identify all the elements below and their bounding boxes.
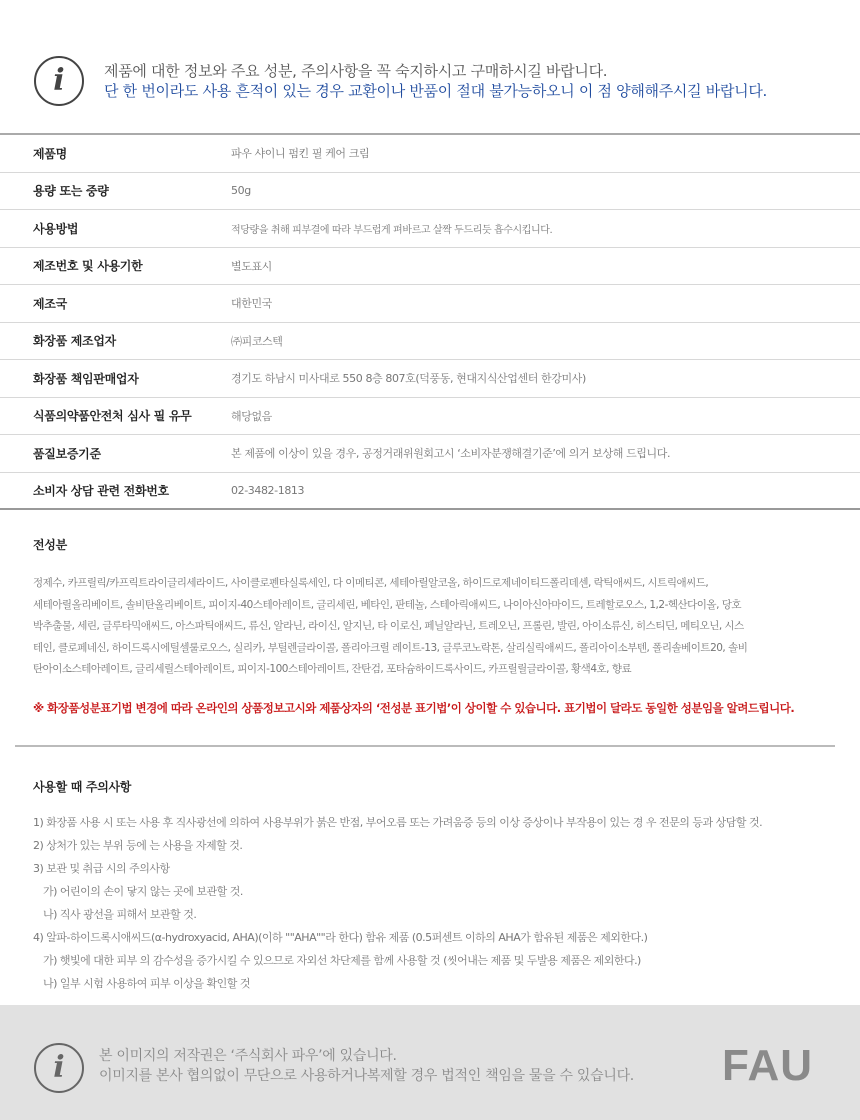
spec-key: 화장품 책임판매업자 bbox=[33, 371, 139, 386]
spec-value: 본 제품에 이상이 있을 경우, 공정거래위원회고시 ‘소비자분쟁해결기준’에 의거 보상해 드립니다. bbox=[231, 447, 671, 461]
caution-item: 4) 알파-하이드록시애씨드(α-hydroxyacid, AHA)(이하 ""AHA""라 한다) 함유 제품 (0.5퍼센트 이하의 AHA가 함유된 제품은 제외한다.) bbox=[33, 931, 648, 944]
caution-item: 1) 화장품 사용 시 또는 사용 후 직사광선에 의하여 사용부위가 붉은 반점, 부어오름 또는 가려움증 등의 이상 증상이나 부작용이 있는 경 우 전문의 등과 상담할 것. bbox=[33, 816, 763, 829]
spec-row bbox=[0, 435, 860, 473]
caution-item: 가) 어린이의 손이 닿지 않는 곳에 보관할 것. bbox=[43, 885, 243, 898]
caution-section bbox=[33, 778, 833, 995]
spec-value: 파우 샤이니 펌킨 필 케어 크림 bbox=[231, 147, 370, 161]
spec-value: 적당량을 취해 피부결에 따라 부드럽게 펴바르고 살짝 두드리듯 흡수시킵니다. bbox=[231, 224, 553, 236]
notice-header bbox=[0, 0, 860, 133]
info-icon: i bbox=[34, 56, 84, 106]
spec-key: 소비자 상담 관련 전화번호 bbox=[33, 483, 169, 498]
spec-key: 제품명 bbox=[33, 146, 67, 161]
spec-key: 사용방법 bbox=[33, 221, 79, 236]
spec-value: 별도표시 bbox=[231, 259, 272, 273]
ingredients-list bbox=[33, 573, 833, 681]
ingredients-line: 박추출물, 세린, 글루타믹애씨드, 아스파틱애씨드, 류신, 알라닌, 라이신, 알지닌, 타 이로신, 페닐알라닌, 트레오닌, 프롤린, 발린, 아이소류신, 히스티딘, 메티오닌, 시스 bbox=[33, 620, 744, 632]
ingredients-line: 세테아릴올리베이트, 솔비탄올리베이트, 피이지-40스테아레이트, 글리세린, 베타인, 판테놀, 스테아릭애씨드, 나이아신아마이드, 트레할로오스, 1,2-헥산다이올, 당호 bbox=[33, 598, 742, 611]
spec-key: 화장품 제조업자 bbox=[33, 334, 116, 349]
spec-row bbox=[0, 360, 860, 398]
ingredients-title: 전성분 bbox=[33, 538, 67, 552]
caution-title: 사용할 때 주의사항 bbox=[33, 780, 132, 794]
caution-list bbox=[33, 811, 833, 995]
caution-item: 3) 보관 및 취급 시의 주의사항 bbox=[33, 862, 170, 875]
brand-logo: FAU bbox=[722, 1041, 813, 1090]
notice-line-2: 단 한 번이라도 사용 흔적이 있는 경우 교환이나 반품이 절대 불가능하오니 이 점 양해해주시길 바랍니다. bbox=[104, 82, 768, 100]
spec-row bbox=[0, 323, 860, 361]
copyright-line-1: 본 이미지의 저작권은 ‘주식회사 파우’에 있습니다. bbox=[99, 1048, 397, 1064]
ingredients-section bbox=[33, 536, 833, 681]
spec-key: 식품의약품안전처 심사 필 유무 bbox=[33, 409, 192, 424]
notice-line-1: 제품에 대한 정보와 주요 성분, 주의사항을 꼭 숙지하시고 구매하시길 바랍니다. bbox=[104, 62, 608, 80]
product-spec-table bbox=[0, 133, 860, 510]
copyright-line-2: 이미지를 본사 협의없이 무단으로 사용하거나복제할 경우 법적인 책임을 물을 수 있습니다. bbox=[99, 1068, 634, 1084]
caution-item: 2) 상처가 있는 부위 등에 는 사용을 자제할 것. bbox=[33, 839, 243, 852]
spec-row bbox=[0, 173, 860, 211]
spec-value: 02-3482-1813 bbox=[231, 483, 305, 497]
info-icon: i bbox=[34, 1043, 84, 1093]
caution-item: 가) 햇빛에 대한 피부 의 감수성을 증가시킬 수 있으므로 자외선 차단제를 함께 사용할 것 (씻어내는 제품 및 두발용 제품은 제외한다.) bbox=[43, 954, 641, 967]
caution-item: 나) 직사 광선을 피해서 보관할 것. bbox=[43, 908, 197, 921]
spec-value: 해당없음 bbox=[231, 409, 272, 423]
ingredients-line: 테인, 클로페네신, 하이드록시에틸셀룰로오스, 실리카, 부틸렌글라이콜, 폴리아크릴 레이트-13, 글루코노락톤, 살리실릭애씨드, 폴리아이소부텐, 폴리솔베이트20, 솔비 bbox=[33, 641, 748, 654]
spec-key: 품질보증기준 bbox=[33, 446, 101, 461]
ingredients-line: 정제수, 카프릴릭/카프릭트라이글리세라이드, 사이클로펜타실록세인, 다 이메티콘, 세테아릴알코올, 하이드로제네이티드폴리데센, 락틱애씨드, 시트릭애씨드, bbox=[33, 577, 709, 589]
ingredients-line: 탄아이소스테아레이트, 글리세릴스테아레이트, 피이지-100스테아레이트, 잔탄검, 포타슘하이드록사이드, 카프릴릴글라이콜, 황색4호, 향료 bbox=[33, 663, 632, 675]
spec-value: ㈜피코스텍 bbox=[231, 334, 283, 348]
spec-key: 용량 또는 중량 bbox=[33, 184, 109, 199]
ingredients-warning: ※ 화장품성분표기법 변경에 따라 온라인의 상품정보고시와 제품상자의 ‘전성분 표기법’이 상이할 수 있습니다. 표기법이 달라도 동일한 성분임을 알려드립니다. bbox=[33, 701, 795, 715]
spec-row bbox=[0, 210, 860, 248]
spec-value: 대한민국 bbox=[231, 297, 272, 311]
spec-row bbox=[0, 285, 860, 323]
spec-row bbox=[0, 248, 860, 286]
caution-item: 나) 일부 시험 사용하여 피부 이상을 확인할 것 bbox=[43, 977, 251, 990]
spec-row bbox=[0, 135, 860, 173]
spec-value: 경기도 하남시 미사대로 550 8층 807호(덕풍동, 현대지식산업센터 한강미사) bbox=[231, 372, 586, 386]
spec-key: 제조번호 및 사용기한 bbox=[33, 259, 143, 274]
spec-row bbox=[0, 473, 860, 511]
spec-value: 50g bbox=[231, 184, 251, 198]
spec-row bbox=[0, 398, 860, 436]
spec-key: 제조국 bbox=[33, 296, 67, 311]
section-divider bbox=[15, 745, 835, 747]
copyright-footer bbox=[0, 1005, 860, 1120]
